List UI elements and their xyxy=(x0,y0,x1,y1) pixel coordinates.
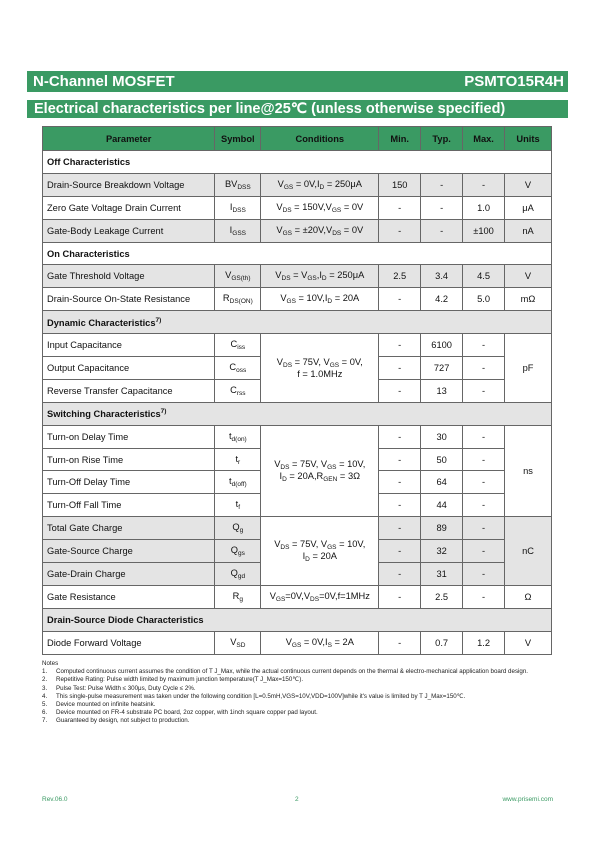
max-cell: - xyxy=(463,357,505,380)
param-cell: Gate-Drain Charge xyxy=(43,563,215,586)
table-row xyxy=(43,196,552,219)
typ-cell: 13 xyxy=(421,379,463,402)
cond-cell: $V_{GS}=0V,V_{DS}=0V,f=1MHz$ xyxy=(261,585,379,608)
param-cell: Turn-Off Delay Time xyxy=(43,471,215,494)
section-row xyxy=(43,151,552,174)
max-cell: - xyxy=(463,334,505,357)
unit-cell: Ω xyxy=(505,585,552,608)
max-cell: - xyxy=(463,448,505,471)
table-row xyxy=(43,631,552,654)
min-cell: - xyxy=(379,288,421,311)
table-row xyxy=(43,173,552,196)
param-cell: Turn-on Rise Time xyxy=(43,448,215,471)
symbol-cell: $Q_g$ xyxy=(215,517,261,540)
typ-cell: 50 xyxy=(421,448,463,471)
param-cell: Drain-Source On-State Resistance xyxy=(43,288,215,311)
max-cell: - xyxy=(463,379,505,402)
symbol-cell: $R_{DS(ON)}$ xyxy=(215,288,261,311)
table-row xyxy=(43,219,552,242)
title-bar xyxy=(27,71,568,92)
note-item: 4. This single-pulse measurement was taken under the following condition [L=0.5mH,VGS=10V,VDD=100V]while it's value is limited by T J_Max=150℃. xyxy=(42,692,466,700)
cond-cell: $V_{GS} = \pm 20V,V_{DS} = 0V$ xyxy=(261,219,379,242)
max-cell: - xyxy=(463,585,505,608)
min-cell: - xyxy=(379,425,421,448)
param-cell: Zero Gate Voltage Drain Current xyxy=(43,196,215,219)
table-row xyxy=(43,585,552,608)
typ-cell: 4.2 xyxy=(421,288,463,311)
max-cell: - xyxy=(463,517,505,540)
unit-cell: μA xyxy=(505,196,552,219)
col-header: Conditions xyxy=(261,127,379,151)
param-cell: Gate Threshold Voltage xyxy=(43,265,215,288)
cond-cell: $V_{DS} = 75V$, $V_{GS} = 0V$, f = 1.0MHz xyxy=(261,334,379,403)
min-cell: - xyxy=(379,448,421,471)
col-header: Max. xyxy=(463,127,505,151)
max-cell: ±100 xyxy=(463,219,505,242)
typ-cell: - xyxy=(421,219,463,242)
typ-cell: 727 xyxy=(421,357,463,380)
symbol-cell: $C_{iss}$ xyxy=(215,334,261,357)
unit-cell: V xyxy=(505,631,552,654)
min-cell: - xyxy=(379,196,421,219)
section-title: Electrical characteristics per line@25℃ (unless otherwise specified) xyxy=(34,101,506,117)
min-cell: - xyxy=(379,494,421,517)
section-label: Off Characteristics xyxy=(43,151,552,174)
symbol-cell: $C_{oss}$ xyxy=(215,357,261,380)
symbol-cell: $V_{SD}$ xyxy=(215,631,261,654)
typ-cell: - xyxy=(421,196,463,219)
param-cell: Gate-Body Leakage Current xyxy=(43,219,215,242)
param-cell: Turn-Off Fall Time xyxy=(43,494,215,517)
footer-page-number: 2 xyxy=(295,796,299,803)
typ-cell: 3.4 xyxy=(421,265,463,288)
symbol-cell: $t_f$ xyxy=(215,494,261,517)
param-cell: Output Capacitance xyxy=(43,357,215,380)
param-cell: Gate-Source Charge xyxy=(43,540,215,563)
unit-cell: V xyxy=(505,173,552,196)
col-header: Units xyxy=(505,127,552,151)
cond-cell: $V_{DS} = 75V$, $V_{GS} = 10V$, $I_D = 20A,R_{GEN} = 3\Omega$ xyxy=(261,425,379,517)
min-cell: - xyxy=(379,540,421,563)
param-cell: Diode Forward Voltage xyxy=(43,631,215,654)
min-cell: - xyxy=(379,471,421,494)
max-cell: - xyxy=(463,425,505,448)
typ-cell: - xyxy=(421,173,463,196)
max-cell: 4.5 xyxy=(463,265,505,288)
note-item: 7. Guaranteed by design, not subject to production. xyxy=(42,717,190,725)
table-row xyxy=(43,288,552,311)
unit-cell: ns xyxy=(505,425,552,517)
part-number: PSMTO15R4H xyxy=(464,73,564,90)
note-item: 2. Repetitive Rating: Pulse width limited by maximum junction temperature(T J_Max=150℃). xyxy=(42,676,304,684)
param-cell: Drain-Source Breakdown Voltage xyxy=(43,173,215,196)
table-row xyxy=(43,265,552,288)
min-cell: - xyxy=(379,379,421,402)
unit-cell: nC xyxy=(505,517,552,586)
symbol-cell: $R_g$ xyxy=(215,585,261,608)
electrical-characteristics-table xyxy=(42,126,552,655)
section-bar xyxy=(27,100,568,118)
section-label: On Characteristics xyxy=(43,242,552,265)
param-cell: Gate Resistance xyxy=(43,585,215,608)
symbol-cell: $C_{rss}$ xyxy=(215,379,261,402)
note-item: 5. Device mounted on infinite heatsink. xyxy=(42,701,156,709)
max-cell: 1.2 xyxy=(463,631,505,654)
typ-cell: 32 xyxy=(421,540,463,563)
col-header: Symbol xyxy=(215,127,261,151)
param-cell: Reverse Transfer Capacitance xyxy=(43,379,215,402)
min-cell: - xyxy=(379,517,421,540)
max-cell: - xyxy=(463,471,505,494)
table-row xyxy=(43,425,552,448)
note-item: 1. Computed continuous current assumes the condition of T J_Max, while the actual continuous current depends on the thermal & electro-mechanical application board design. xyxy=(42,668,529,676)
max-cell: 5.0 xyxy=(463,288,505,311)
symbol-cell: $BV_{DSS}$ xyxy=(215,173,261,196)
typ-cell: 44 xyxy=(421,494,463,517)
min-cell: - xyxy=(379,334,421,357)
typ-cell: 31 xyxy=(421,563,463,586)
typ-cell: 89 xyxy=(421,517,463,540)
max-cell: - xyxy=(463,540,505,563)
unit-cell: pF xyxy=(505,334,552,403)
section-row xyxy=(43,402,552,425)
param-cell: Turn-on Delay Time xyxy=(43,425,215,448)
cond-cell: $V_{DS} = V_{GS},I_D = 250\mu A$ xyxy=(261,265,379,288)
typ-cell: 2.5 xyxy=(421,585,463,608)
section-row xyxy=(43,311,552,334)
symbol-cell: $t_{d(off)}$ xyxy=(215,471,261,494)
footer-website-link[interactable]: www.prisemi.com xyxy=(502,796,553,803)
min-cell: - xyxy=(379,219,421,242)
col-header: Min. xyxy=(379,127,421,151)
typ-cell: 30 xyxy=(421,425,463,448)
section-row xyxy=(43,242,552,265)
symbol-cell: $V_{GS(th)}$ xyxy=(215,265,261,288)
table-row xyxy=(43,334,552,357)
symbol-cell: $Q_{gd}$ xyxy=(215,563,261,586)
table-row xyxy=(43,517,552,540)
param-cell: Total Gate Charge xyxy=(43,517,215,540)
unit-cell: nA xyxy=(505,219,552,242)
max-cell: - xyxy=(463,494,505,517)
section-label: Switching Characteristics$^{7)}$ xyxy=(43,402,552,425)
min-cell: 150 xyxy=(379,173,421,196)
note-item: 3. Pulse Test: Pulse Width ≤ 300μs, Duty Cycle ≤ 2%. xyxy=(42,684,196,692)
symbol-cell: $t_{d(on)}$ xyxy=(215,425,261,448)
cond-cell: $V_{DS} = 150V,V_{GS} = 0V$ xyxy=(261,196,379,219)
typ-cell: 0.7 xyxy=(421,631,463,654)
cond-cell: $V_{GS} = 0V,I_S = 2A$ xyxy=(261,631,379,654)
typ-cell: 6100 xyxy=(421,334,463,357)
symbol-cell: $I_{GSS}$ xyxy=(215,219,261,242)
section-label: Dynamic Characteristics$^{7)}$ xyxy=(43,311,552,334)
min-cell: 2.5 xyxy=(379,265,421,288)
min-cell: - xyxy=(379,357,421,380)
cond-cell: $V_{DS} = 75V$, $V_{GS} = 10V$, $I_D = 20A$ xyxy=(261,517,379,586)
symbol-cell: $Q_{gs}$ xyxy=(215,540,261,563)
section-label: Drain-Source Diode Characteristics xyxy=(43,608,552,631)
min-cell: - xyxy=(379,563,421,586)
min-cell: - xyxy=(379,585,421,608)
section-row xyxy=(43,608,552,631)
col-header: Parameter xyxy=(43,127,215,151)
min-cell: - xyxy=(379,631,421,654)
max-cell: - xyxy=(463,563,505,586)
note-item: 6. Device mounted on FR-4 substrate PC board, 2oz copper, with 1inch square copper pad layout. xyxy=(42,709,318,717)
cond-cell: $V_{GS} = 0V,I_D = 250\mu A$ xyxy=(261,173,379,196)
doc-title: N-Channel MOSFET xyxy=(33,73,175,90)
symbol-cell: $I_{DSS}$ xyxy=(215,196,261,219)
unit-cell: mΩ xyxy=(505,288,552,311)
col-header: Typ. xyxy=(421,127,463,151)
param-cell: Input Capacitance xyxy=(43,334,215,357)
table-header-row xyxy=(43,127,552,151)
cond-cell: $V_{GS} = 10V,I_D = 20A$ xyxy=(261,288,379,311)
footer-revision: Rev.06.0 xyxy=(42,796,68,803)
typ-cell: 64 xyxy=(421,471,463,494)
unit-cell: V xyxy=(505,265,552,288)
notes-title: Notes xyxy=(42,660,59,667)
symbol-cell: $t_r$ xyxy=(215,448,261,471)
notes-block xyxy=(42,660,557,726)
max-cell: - xyxy=(463,173,505,196)
max-cell: 1.0 xyxy=(463,196,505,219)
